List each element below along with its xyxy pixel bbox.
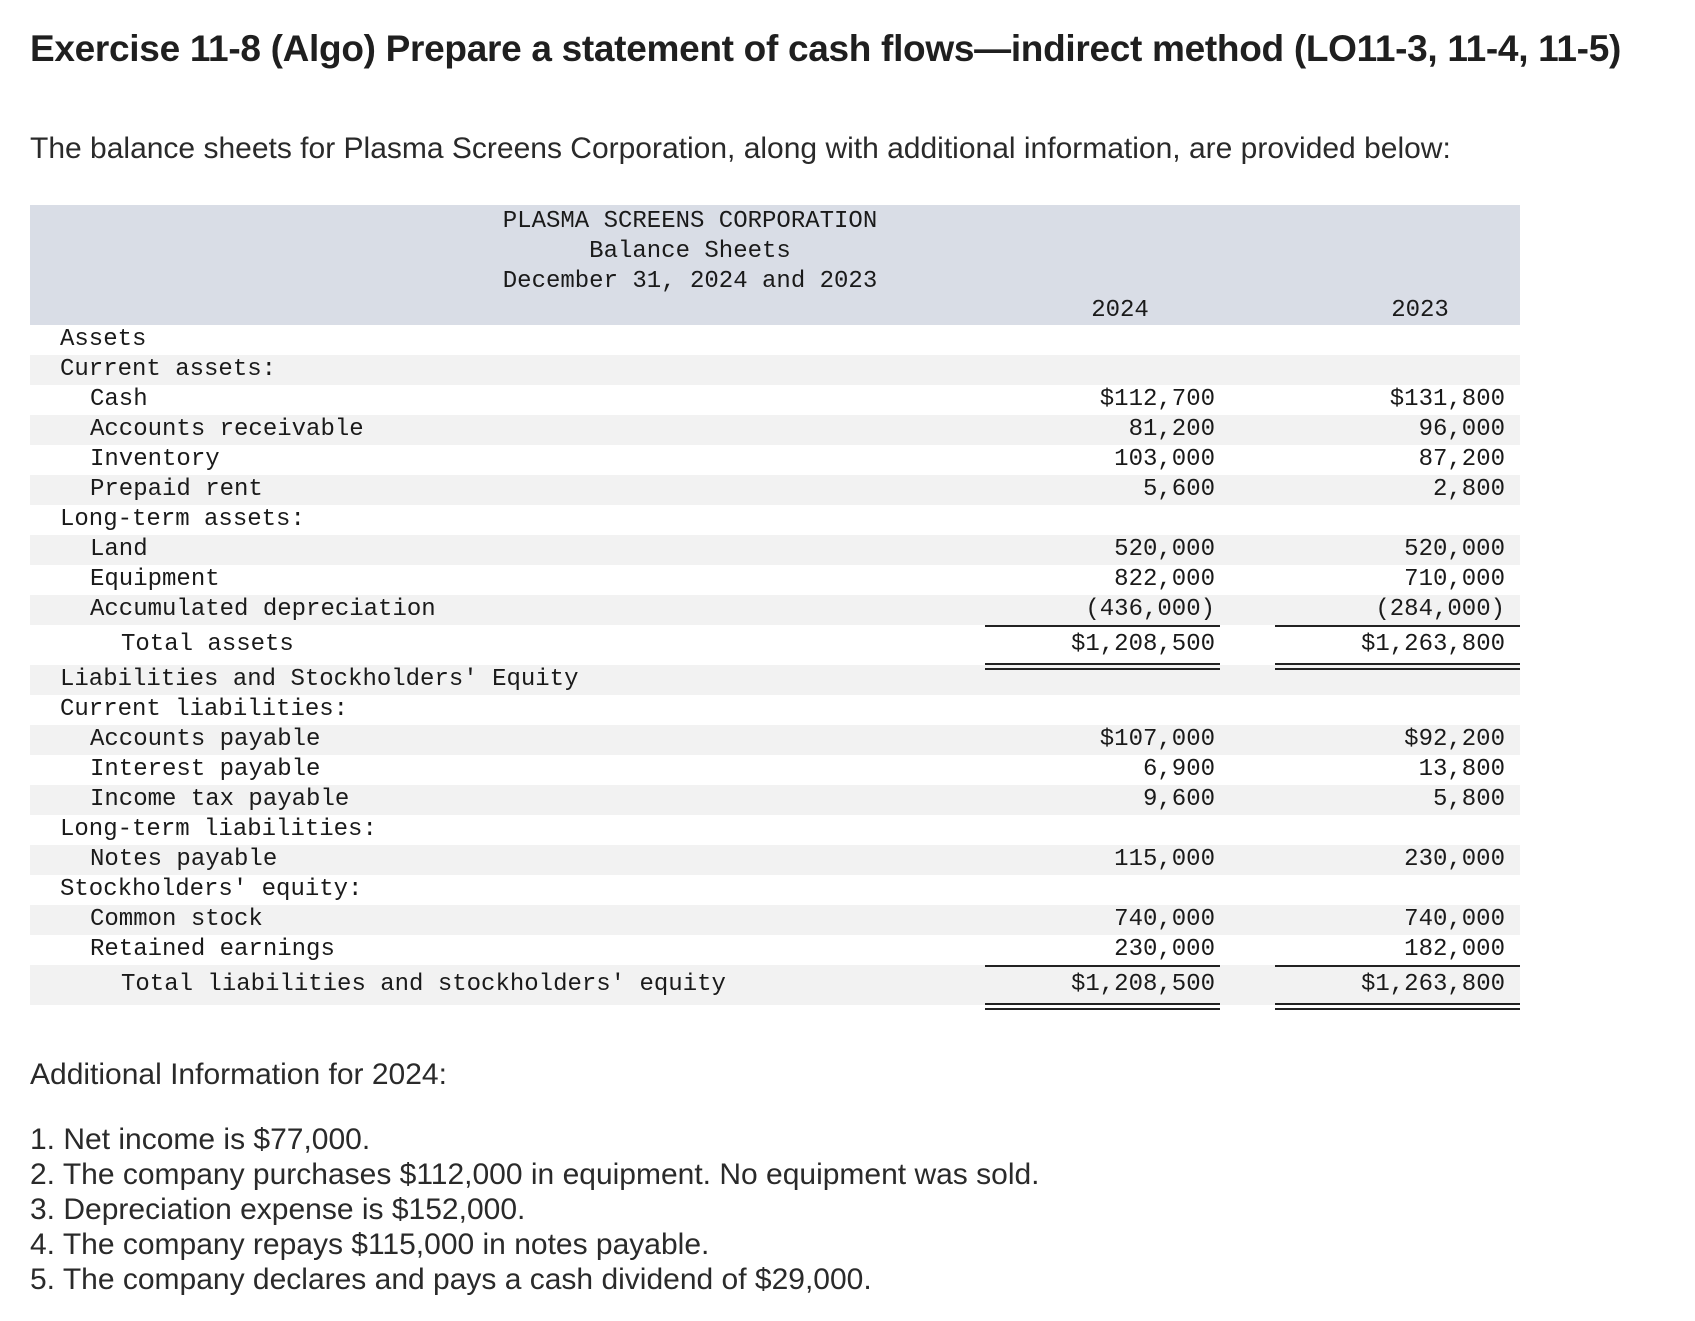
table-row [30,595,1520,625]
value-2024: $107,000 [1099,726,1215,753]
list-item: 3. Depreciation expense is $152,000. [30,1193,526,1226]
row-label: Assets [60,326,147,353]
value-2024: 115,000 [1114,846,1215,873]
list-item: 1. Net income is $77,000. [30,1123,371,1156]
double-underline [985,663,1220,670]
row-label: Liabilities and Stockholders' Equity [60,666,579,693]
value-2023: $1,263,800 [1360,631,1505,658]
row-label: Notes payable [90,846,278,873]
table-row [30,445,1520,475]
balance-sheet [30,205,1520,1005]
double-underline [1275,1003,1520,1010]
value-2023: $131,800 [1389,386,1505,413]
table-row [30,475,1520,505]
value-2024: 5,600 [1142,476,1215,503]
row-label: Current assets: [60,356,277,383]
total-row [30,965,1520,1005]
row-label: Prepaid rent [90,476,263,503]
table-row [30,935,1520,965]
row-label: Total liabilities and stockholders' equity [121,971,726,998]
value-2023: 182,000 [1404,936,1505,963]
value-2023: 710,000 [1404,566,1505,593]
value-2024: $112,700 [1099,386,1215,413]
subsection-heading [30,355,1520,385]
column-header-2023: 2023 [1391,297,1449,324]
statement-name: Balance Sheets [589,238,791,265]
exercise-title: Exercise 11-8 (Algo) Prepare a statement of cash flows—indirect method (LO11-3, 11-4, 11-5) [30,28,1621,69]
row-label: Equipment [90,566,220,593]
table-row [30,385,1520,415]
value-2023: (284,000) [1375,596,1505,623]
table-row [30,905,1520,935]
balance-sheet-header [30,205,1520,325]
additional-info-list [30,1122,1040,1297]
table-row [30,785,1520,815]
value-2024: 9,600 [1142,786,1215,813]
row-label: Stockholders' equity: [60,876,363,903]
table-row [30,845,1520,875]
row-label: Land [90,536,148,563]
row-label: Total assets [121,631,294,658]
statement-date: December 31, 2024 and 2023 [502,268,878,295]
value-2023: 2,800 [1432,476,1505,503]
additional-info-heading: Additional Information for 2024: [30,1058,447,1091]
double-underline [985,1003,1220,1010]
row-label: Accounts receivable [90,416,364,443]
double-underline [1275,663,1520,670]
value-2024: 103,000 [1114,446,1215,473]
list-item: 2. The company purchases $112,000 in equipment. No equipment was sold. [30,1158,1040,1191]
list-item: 4. The company repays $115,000 in notes payable. [30,1228,710,1261]
section-heading [30,665,1520,695]
table-row [30,565,1520,595]
row-label: Interest payable [90,756,321,783]
value-2023: 520,000 [1404,536,1505,563]
column-header-2024: 2024 [1091,297,1149,324]
table-row [30,535,1520,565]
value-2024: 230,000 [1114,936,1215,963]
section-heading [30,325,1520,355]
table-row [30,755,1520,785]
value-2024: 740,000 [1114,906,1215,933]
value-2023: 740,000 [1404,906,1505,933]
table-row [30,415,1520,445]
value-2024: 6,900 [1142,756,1215,783]
statement-heading [410,207,970,297]
subsection-heading [30,875,1520,905]
value-2023: 96,000 [1418,416,1505,443]
value-2023: 230,000 [1404,846,1505,873]
value-2024: $1,208,500 [1070,971,1215,998]
value-2023: 13,800 [1418,756,1505,783]
value-2024: $1,208,500 [1070,631,1215,658]
row-label: Cash [90,386,148,413]
row-label: Accumulated depreciation [90,596,436,623]
value-2023: 87,200 [1418,446,1505,473]
row-label: Accounts payable [90,726,321,753]
value-2024: 822,000 [1114,566,1215,593]
list-item: 5. The company declares and pays a cash dividend of $29,000. [30,1263,872,1296]
value-2024: 81,200 [1128,416,1215,443]
row-label: Common stock [90,906,263,933]
value-2024: 520,000 [1114,536,1215,563]
company-name: PLASMA SCREENS CORPORATION [502,208,878,235]
row-label: Inventory [90,446,220,473]
row-label: Long-term assets: [60,506,305,533]
row-label: Long-term liabilities: [60,816,377,843]
subsection-heading [30,695,1520,725]
subsection-heading [30,505,1520,535]
row-label: Current liabilities: [60,696,349,723]
row-label: Retained earnings [90,936,335,963]
value-2023: 5,800 [1432,786,1505,813]
row-label: Income tax payable [90,786,350,813]
intro-text: The balance sheets for Plasma Screens Corporation, along with additional information, are provided below: [30,132,1451,165]
total-row [30,625,1520,665]
value-2023: $92,200 [1404,726,1505,753]
table-row [30,725,1520,755]
subsection-heading [30,815,1520,845]
value-2023: $1,263,800 [1360,971,1505,998]
value-2024: (436,000) [1085,596,1215,623]
